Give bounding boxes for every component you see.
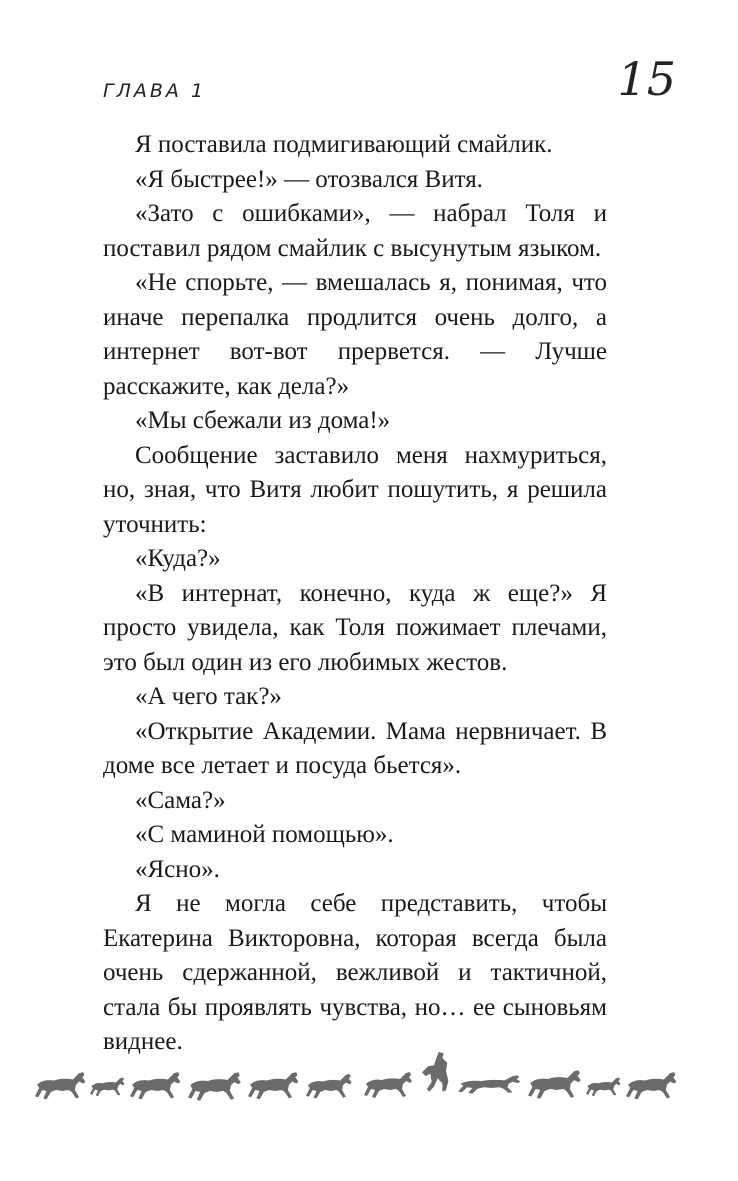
paragraph: «Куда?» — [135, 545, 221, 572]
paragraph: Сообщение заставило меня нахмуриться, но, зная, что Витя любит пошутить, я решила уточнить: — [103, 441, 607, 538]
paragraph: «Сама?» — [135, 786, 226, 814]
horse-silhouette-icon — [30, 1048, 710, 1108]
paragraph: Я не могла себе представить, чтобы Екатерина Викторовна, которая всегда была очень сдержанной, вежливой и тактичной, стала бы проявлять чувства, но… ее сыновьям виднее. — [103, 890, 607, 1055]
paragraph: «Мы сбежали из дома!» — [135, 407, 391, 434]
chapter-label: ГЛАВА 1 — [103, 80, 207, 102]
paragraph: «Открытие Академии. Мама нервничает. В доме все летает и посуда бьется». — [103, 717, 607, 779]
paragraph: «Не спорьте, — вмешалась я, понимая, что иначе перепалка продлится очень долго, а интернет вот-вот прервется. — Лучше расскажите, как дела?» — [103, 269, 607, 400]
horse-divider — [30, 1048, 710, 1108]
paragraph: «В интернат, конечно, куда ж еще?» Я просто увидела, как Толя пожимает плечами, это был один из его любимых жестов. — [103, 579, 607, 676]
page-number: 15 — [617, 52, 676, 106]
page-header — [0, 0, 738, 120]
paragraph: «Зато с ошибками», — набрал Толя и поставил рядом смайлик с высунутым языком. — [103, 200, 607, 262]
body-text — [103, 128, 607, 1060]
paragraph: Я поставила подмигивающий смайлик. — [135, 131, 553, 158]
paragraph: «Я быстрее!» — отозвался Витя. — [135, 165, 483, 193]
paragraph: «А чего так?» — [135, 683, 282, 710]
paragraph: «Ясно». — [135, 855, 220, 883]
paragraph: «С маминой помощью». — [135, 821, 394, 848]
